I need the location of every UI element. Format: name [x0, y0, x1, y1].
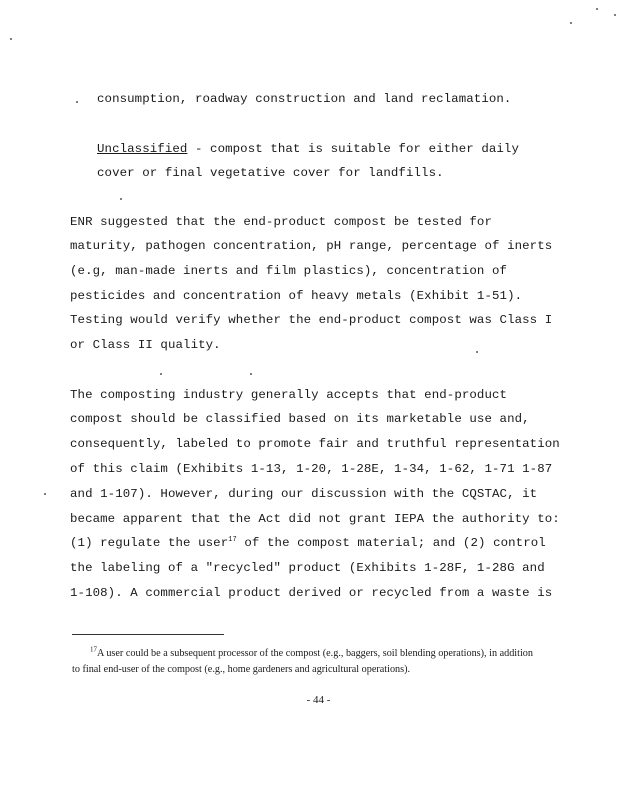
- paragraph-line: became apparent that the Act did not grant IEPA the authority to:: [70, 512, 560, 526]
- scan-speck: [614, 14, 616, 16]
- paragraph-line: The composting industry generally accepts that end-product: [70, 388, 508, 402]
- paragraph-line: the labeling of a "recycled" product (Exhibits 1-28F, 1-28G and: [70, 561, 545, 575]
- paragraph-line: of this claim (Exhibits 1-13, 1-20, 1-28E, 1-34, 1-62, 1-71 1-87: [70, 462, 553, 476]
- scan-speck: [44, 493, 46, 495]
- paragraph-line: pesticides and concentration of heavy metals (Exhibit 1-51).: [70, 289, 523, 303]
- footnote-number: 17: [90, 645, 97, 654]
- footnote: [72, 646, 572, 678]
- paragraph-line: [70, 536, 546, 550]
- footnote-line: [72, 646, 572, 662]
- scan-speck: [160, 373, 162, 375]
- scan-speck: [10, 38, 12, 40]
- paragraph-line: and 1-107). However, during our discussion with the CQSTAC, it: [70, 487, 538, 501]
- scan-speck: [120, 198, 122, 200]
- definition-line: cover or final vegetative cover for landfills.: [97, 166, 444, 180]
- definition-line: [97, 142, 519, 156]
- paragraph-line: (e.g, man-made inerts and film plastics), concentration of: [70, 264, 508, 278]
- defined-term: Unclassified: [97, 142, 188, 156]
- paragraph-line: or Class II quality.: [70, 338, 221, 352]
- page-number: - 44 -: [306, 694, 331, 706]
- scan-speck: [476, 351, 478, 353]
- footnote-text: A user could be a subsequent processor of the compost (e.g., baggers, soil blending operations), in addition: [97, 648, 533, 659]
- paragraph-line: consumption, roadway construction and land reclamation.: [97, 92, 512, 106]
- scan-speck: [76, 101, 78, 103]
- footnote-ref: 17: [228, 535, 237, 544]
- paragraph-line: Testing would verify whether the end-product compost was Class I: [70, 313, 553, 327]
- paragraph-line: ENR suggested that the end-product compost be tested for: [70, 215, 492, 229]
- definition-text: - compost that is suitable for either daily: [187, 142, 520, 156]
- footnote-separator: [72, 634, 224, 635]
- scan-speck: [250, 373, 252, 375]
- scan-speck: [596, 8, 598, 10]
- text-run: (1) regulate the user: [70, 536, 229, 550]
- scan-speck: [570, 22, 572, 24]
- paragraph-line: consequently, labeled to promote fair and truthful representation: [70, 437, 560, 451]
- text-run: of the compost material; and (2) control: [236, 536, 546, 550]
- paragraph-line: compost should be classified based on its marketable use and,: [70, 412, 530, 426]
- footnote-line: to final end-user of the compost (e.g., home gardeners and agricultural operations).: [72, 664, 411, 675]
- paragraph-line: maturity, pathogen concentration, pH range, percentage of inerts: [70, 239, 553, 253]
- paragraph-line: 1-108). A commercial product derived or recycled from a waste is: [70, 586, 553, 600]
